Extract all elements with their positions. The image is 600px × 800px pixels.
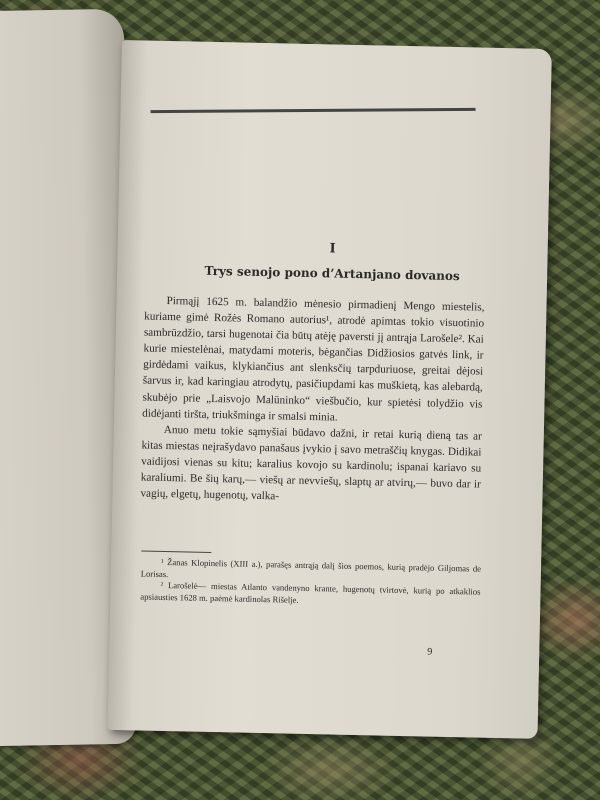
footnote-1: ¹ Žanas Klopinelis (XIII a.), parašęs antrąją dalį šios poemos, kurią pradėjo Giljomas de Lorisas. — [140, 556, 482, 579]
paragraph-1: Pirmąjį 1625 m. balandžio mėnesio pirmadienį Mengo miestelis, kuriame gimė Rožės Romano autorius¹, atrodė apimtas tokio visuotinio sambrūzdžio, tarsi hugenotai čia būtų atėję paversti jį antrąja Larošele². Kai kurie miestelėnai, matydami moteris, bėgančias Didžiosios gatvės link, ir girdėdami vaikus, klykiančius ant slenksčių tarpduriuose, greitai dėjosi šarvus ir, kad karingiau atrodytų, pasičiupdami kas muškietą, kas alebardą, skubėjo prie „Laisvojo Malūninko“ viešbučio, kur spietėsi tolydžio vis didėjanti tiršta, triukšminga ir smalsi minia. — [142, 294, 485, 424]
header-rule — [151, 108, 476, 113]
body-text — [140, 293, 484, 509]
chapter-title: Trys senojo pono d’Artanjano dovanos — [204, 263, 460, 284]
chapter-number: I — [329, 241, 336, 257]
paragraph-2: Anuo metu tokie sąmyšiai būdavo dažni, ir retai kurią dieną tas ar kitas miestas neįrašydavo panašaus įvykio į savo metraščių knygas. Didikai vaidijosi vienas su kitu; karalius kovojo su kardinolu; ispanai kariavo su karaliumi. Be šių karų,— viešų ar nevviešų, slaptų ar atvirų,— buvo dar ir vagių, elgetų, hugenotų, valka- — [140, 423, 482, 503]
page-number: 9 — [427, 646, 433, 658]
footnote-rule — [141, 551, 211, 553]
footnote-2: ² Larošelė— miestas Atlanto vandenyno krante, hugenotų tvirtovė, kurią po atkaklios apsiausties 1628 m. paėmė kardinolas Rišelje. — [140, 579, 481, 605]
book-page — [108, 40, 552, 739]
footnotes — [140, 557, 481, 610]
